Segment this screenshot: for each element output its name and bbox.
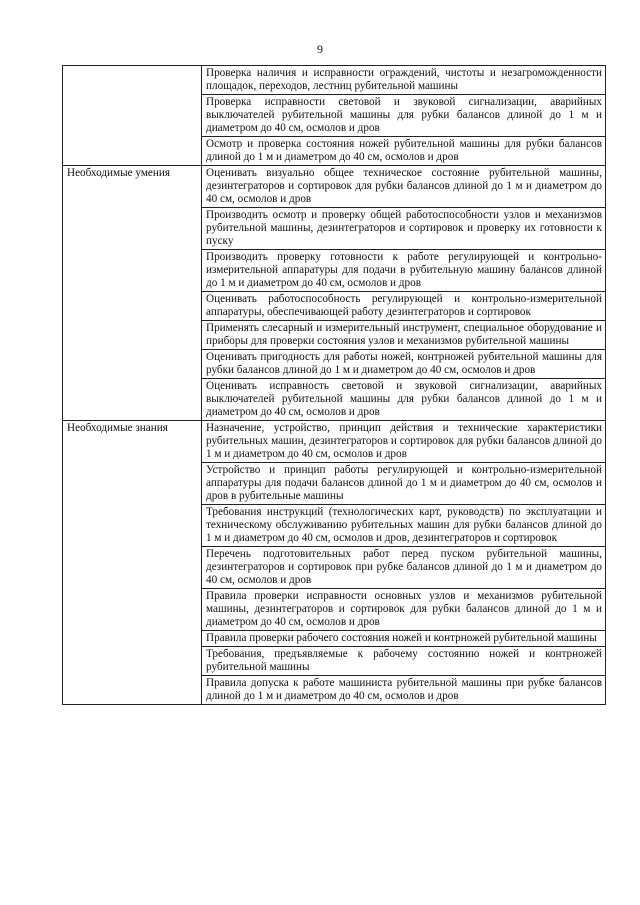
requirements-table-body [63,66,606,705]
requirement-text: Оценивать работоспособность регулирующей и контрольно-измерительной аппаратуры, обеспечивающей работу дезинтеграторов и сортировок [202,292,606,321]
requirement-text: Применять слесарный и измерительный инструмент, специальное оборудование и приборы для проверки состояния узлов и механизмов рубительной машины [202,321,606,350]
requirement-text: Правила проверки рабочего состояния ножей и контрножей рубительной машины [202,631,606,647]
requirement-text: Правила допуска к работе машиниста рубительной машины при рубке балансов длиной до 1 м и диаметром до 40 см, осмолов и дров [202,676,606,705]
requirement-text: Устройство и принцип работы регулирующей и контрольно-измерительной аппаратуры для подачи балансов длиной до 1 м и диаметром до 40 см, осмолов и дров в рубительные машины [202,463,606,505]
table-row [63,66,606,95]
requirement-text: Оценивать визуально общее техническое состояние рубительной машины, дезинтеграторов и сортировок для рубки балансов длиной до 1 м и диаметром до 40 см, осмолов и дров [202,166,606,208]
requirement-text: Перечень подготовительных работ перед пуском рубительной машины, дезинтеграторов и сортировок при рубке балансов длиной до 1 м и диаметром до 40 см, осмолов и дров [202,547,606,589]
requirement-text: Оценивать пригодность для работы ножей, контрножей рубительной машины для рубки балансов длиной до 1 м и диаметром до 40 см, осмолов и дров [202,350,606,379]
requirement-text: Проверка наличия и исправности ограждений, чистоты и незагроможденности площадок, переходов, лестниц рубительной машины [202,66,606,95]
requirement-text: Осмотр и проверка состояния ножей рубительной машины для рубки балансов длиной до 1 м и диаметром до 40 см, осмолов и дров [202,137,606,166]
table-row [63,421,606,463]
page-number: 9 [317,42,323,56]
table-row [63,166,606,208]
requirement-text: Производить проверку готовности к работе регулирующей и контрольно-измерительной аппаратуры для подачи в рубительную машину балансов длиной до 1 м и диаметром до 40 см, осмолов и дров [202,250,606,292]
requirement-text: Проверка исправности световой и звуковой сигнализации, аварийных выключателей рубительной машины для рубки балансов длиной до 1 м и диаметром до 40 см, осмолов и дров [202,95,606,137]
requirement-text: Требования, предъявляемые к рабочему состоянию ножей и контрножей рубительной машины [202,647,606,676]
requirement-text: Производить осмотр и проверку общей работоспособности узлов и механизмов рубительной машины, дезинтеграторов и сортировок и проверку их готовности к пуску [202,208,606,250]
section-label-cell [63,421,202,705]
requirement-text: Требования инструкций (технологических карт, руководств) по эксплуатации и техническому обслуживанию рубительных машин для рубки балансов длиной до 1 м и диаметром до 40 см, осмолов и дров, дезинтеграторов и сортировок [202,505,606,547]
section-label-cell [63,166,202,421]
section-label: Необходимые знания [67,422,168,434]
requirements-table [62,65,606,705]
requirement-text: Правила проверки исправности основных узлов и механизмов рубительной машины, дезинтеграторов и сортировок для рубки балансов длиной до 1 м и диаметром до 40 см, осмолов и дров [202,589,606,631]
requirement-text: Оценивать исправность световой и звуковой сигнализации, аварийных выключателей рубительной машины для рубки балансов длиной до 1 м и диаметром до 40 см, осмолов и дров [202,379,606,421]
requirement-text: Назначение, устройство, принцип действия и технические характеристики рубительных машин, дезинтеграторов и сортировок для рубки балансов длиной до 1 м и диаметром до 40 см, осмолов и дров [202,421,606,463]
section-label-cell [63,66,202,166]
section-label: Необходимые умения [67,167,170,179]
